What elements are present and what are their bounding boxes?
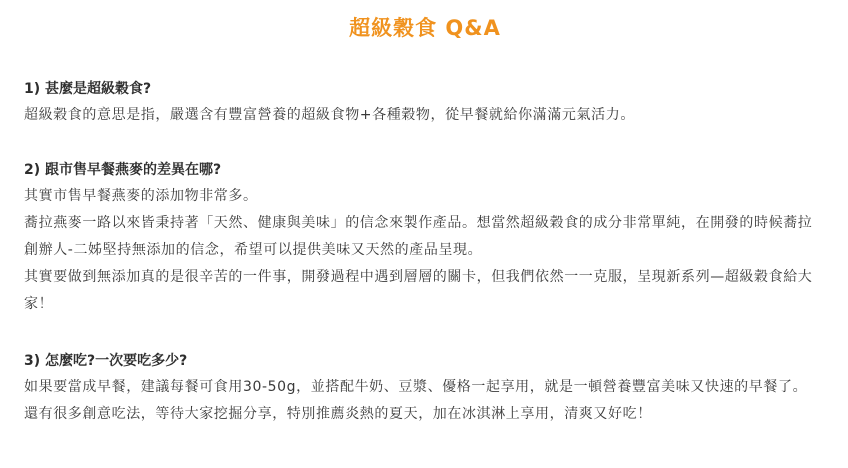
faq-item <box>24 349 826 428</box>
faq-answer: 其實市售早餐燕麥的添加物非常多。 <box>24 188 258 204</box>
faq-answer: 超級穀食的意思是指，嚴選含有豐富營養的超級食物+各種穀物，從早餐就給你滿滿元氣活力。 <box>24 107 635 123</box>
faq-answer: 其實要做到無添加真的是很辛苦的一件事，開發過程中遇到層層的關卡，但我們依然一一克服，呈現新系列—超級穀食給大家！ <box>24 269 813 312</box>
faq-item <box>24 77 826 129</box>
faq-answer: 如果要當成早餐，建議每餐可食用30-50g，並搭配牛奶、豆漿、優格一起享用，就是一頓營養豐富美味又快速的早餐了。 <box>24 379 808 395</box>
faq-section <box>24 77 826 428</box>
faq-item <box>24 158 826 318</box>
faq-question: 2) 跟市售早餐燕麥的差異在哪? <box>24 162 222 178</box>
faq-question: 1) 甚麼是超級穀食? <box>24 81 152 97</box>
page-title: 超級穀食 Q&A <box>349 16 501 40</box>
faq-question: 3) 怎麼吃?一次要吃多少? <box>24 353 188 369</box>
faq-answer: 蕎拉燕麥一路以來皆秉持著「天然、健康與美味」的信念來製作產品。想當然超級穀食的成分非常單純，在開發的時候蕎拉創辦人-二姊堅持無添加的信念，希望可以提供美味又天然的產品呈現。 <box>24 215 813 258</box>
faq-answer: 還有很多創意吃法，等待大家挖掘分享，特別推薦炎熱的夏天，加在冰淇淋上享用，清爽又好吃！ <box>24 406 652 422</box>
